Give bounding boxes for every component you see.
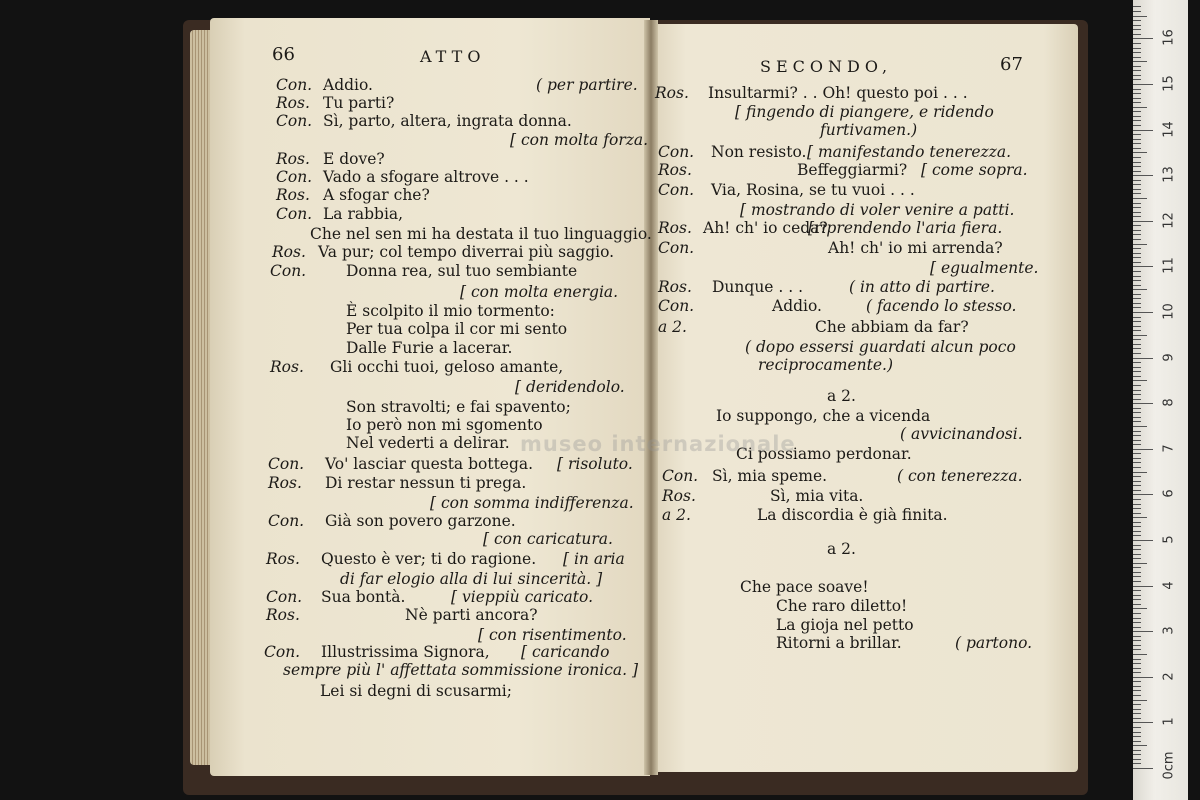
right-verse-line: Io suppongo, che a vicenda: [716, 407, 931, 425]
ruler-tick: [1133, 467, 1141, 468]
ruler-label: 1: [1161, 717, 1177, 727]
ruler-label: 13: [1161, 166, 1177, 183]
ruler-tick: [1133, 431, 1141, 432]
ruler-tick: [1133, 567, 1141, 568]
left-stage-direction: [ con caricatura.: [483, 530, 613, 548]
right-verse-line: Non resisto.: [711, 143, 807, 161]
ruler-tick: [1133, 280, 1141, 281]
ruler-tick: [1133, 718, 1141, 719]
right-verse-line: Ah! ch' io ceda?: [703, 219, 828, 237]
right-stage-direction: [ manifestando tenerezza.: [807, 143, 1011, 161]
ruler-tick: [1133, 376, 1141, 377]
left-stage-direction: [ con somma indifferenza.: [430, 494, 634, 512]
ruler-tick: [1133, 690, 1141, 691]
ruler-tick: [1133, 508, 1141, 509]
ruler-tick: [1133, 449, 1153, 450]
left-speaker: Ros.: [268, 474, 302, 492]
ruler-tick: [1133, 517, 1147, 518]
ruler-tick: [1133, 193, 1141, 194]
ruler-tick: [1133, 294, 1141, 295]
ruler-tick: [1133, 695, 1141, 696]
measurement-ruler: [1133, 0, 1188, 800]
ruler-tick: [1133, 636, 1141, 637]
ruler-tick: [1133, 271, 1141, 272]
ruler-tick: [1133, 285, 1141, 286]
left-verse-line: E dove?: [323, 150, 385, 168]
left-speaker: Con.: [268, 455, 305, 473]
ruler-tick: [1133, 317, 1141, 318]
ruler-tick: [1133, 513, 1141, 514]
ruler-tick: [1133, 563, 1147, 564]
ruler-label: 10: [1161, 303, 1177, 320]
left-speaker: Ros.: [276, 94, 310, 112]
ruler-tick: [1133, 248, 1141, 249]
ruler-tick: [1133, 604, 1141, 605]
ruler-tick: [1133, 572, 1141, 573]
right-verse-line: Che abbiam da far?: [815, 318, 969, 336]
right-stage-direction: [ come sopra.: [921, 161, 1028, 179]
ruler-tick: [1133, 84, 1153, 85]
ruler-tick: [1133, 79, 1141, 80]
ruler-tick: [1133, 216, 1141, 217]
ruler-tick: [1133, 763, 1141, 764]
ruler-tick: [1133, 576, 1141, 577]
left-verse-line: Già son povero garzone.: [325, 512, 516, 530]
ruler-tick: [1133, 476, 1141, 477]
left-verse-line: Son stravolti; e fai spavento;: [346, 398, 571, 416]
ruler-unit-label: 0cm: [1161, 751, 1177, 780]
ruler-tick: [1133, 677, 1153, 678]
ruler-tick: [1133, 540, 1153, 541]
ruler-tick: [1133, 595, 1141, 596]
left-page-number: 66: [272, 44, 295, 65]
ruler-tick: [1133, 171, 1141, 172]
left-verse-line: Addio.: [323, 76, 373, 94]
right-speaker: Con.: [658, 181, 695, 199]
ruler-tick: [1133, 458, 1141, 459]
right-speaker: Ros.: [658, 161, 692, 179]
left-verse-line: Questo è ver; ti do ragione.: [321, 550, 537, 568]
ruler-tick: [1133, 490, 1141, 491]
left-speaker: Con.: [268, 512, 305, 530]
left-speaker: Con.: [266, 588, 303, 606]
ruler-tick: [1133, 303, 1141, 304]
ruler-tick: [1133, 111, 1141, 112]
ruler-tick: [1133, 130, 1153, 131]
ruler-tick: [1133, 586, 1153, 587]
right-stage-direction: furtivamen.): [820, 121, 918, 139]
ruler-tick: [1133, 353, 1141, 354]
ruler-tick: [1133, 522, 1141, 523]
left-speaker: Ros.: [272, 243, 306, 261]
ruler-tick: [1133, 453, 1141, 454]
ruler-tick: [1133, 207, 1141, 208]
right-speaker: Con.: [658, 143, 695, 161]
ruler-tick: [1133, 421, 1141, 422]
right-speaker: Ros.: [658, 219, 692, 237]
right-speaker: Con.: [658, 297, 695, 315]
left-verse-line: Va pur; col tempo diverrai più saggio.: [318, 243, 615, 261]
ruler-tick: [1133, 57, 1141, 58]
ruler-tick: [1133, 257, 1141, 258]
ruler-tick: [1133, 276, 1141, 277]
ruler-tick: [1133, 545, 1141, 546]
ruler-tick: [1133, 61, 1147, 62]
ruler-tick: [1133, 732, 1141, 733]
left-verse-line: Lei si degni di scusarmi;: [320, 682, 512, 700]
ruler-tick: [1133, 531, 1141, 532]
ruler-tick: [1133, 700, 1147, 701]
left-stage-direction: [ con molta forza.: [510, 131, 649, 149]
ruler-tick: [1133, 618, 1141, 619]
ruler-label: 12: [1161, 212, 1177, 229]
ruler-tick: [1133, 709, 1141, 710]
left-verse-line: Nè parti ancora?: [405, 606, 538, 624]
ruler-label: 7: [1161, 444, 1177, 453]
ruler-label: 11: [1161, 257, 1177, 275]
ruler-tick: [1133, 70, 1141, 71]
ruler-tick: [1133, 380, 1147, 381]
left-verse-line: Gli occhi tuoi, geloso amante,: [330, 358, 564, 376]
right-speaker: Ros.: [662, 487, 696, 505]
ruler-tick: [1133, 75, 1141, 76]
right-stage-direction: [ fingendo di piangere, e ridendo: [735, 103, 994, 121]
ruler-tick: [1133, 754, 1141, 755]
ruler-tick: [1133, 385, 1141, 386]
left-verse-line: È scolpito il mio tormento:: [346, 302, 555, 320]
ruler-tick: [1133, 139, 1141, 140]
ruler-tick: [1133, 326, 1141, 327]
ruler-label: 4: [1161, 580, 1177, 590]
ruler-tick: [1133, 613, 1141, 614]
left-speaker: Ros.: [270, 358, 304, 376]
ruler-tick: [1133, 66, 1141, 67]
ruler-tick: [1133, 25, 1141, 26]
ruler-tick: [1133, 175, 1153, 176]
ruler-tick: [1133, 499, 1141, 500]
right-verse-line: La gioja nel petto: [776, 616, 914, 634]
ruler-tick: [1133, 426, 1147, 427]
left-verse-line: Di restar nessun ti prega.: [325, 474, 527, 492]
ruler-tick: [1133, 649, 1141, 650]
right-speaker: Ros.: [658, 278, 692, 296]
ruler-tick: [1133, 29, 1141, 30]
ruler-label: 8: [1161, 398, 1177, 407]
left-running-head: ATTO: [420, 47, 486, 66]
ruler-tick: [1133, 134, 1141, 135]
ruler-tick: [1133, 98, 1141, 99]
ruler-tick: [1133, 225, 1141, 226]
ruler-tick: [1133, 148, 1141, 149]
ruler-tick: [1133, 43, 1141, 44]
ruler-tick: [1133, 741, 1141, 742]
left-stage-direction: [ deridendolo.: [515, 378, 625, 396]
left-stage-direction: di far elogio alla di lui sincerità. ]: [340, 570, 603, 588]
ruler-label: 9: [1161, 352, 1177, 362]
ruler-tick: [1133, 659, 1141, 660]
right-speaker: Con.: [662, 467, 699, 485]
right-verse-line: Beffeggiarmi?: [797, 161, 908, 179]
ruler-tick: [1133, 212, 1141, 213]
ruler-tick: [1133, 504, 1141, 505]
right-verse-line: a 2.: [827, 387, 856, 405]
left-speaker: Con.: [276, 205, 313, 223]
right-running-head: SECONDO,: [760, 57, 893, 76]
ruler-tick: [1133, 253, 1141, 254]
ruler-tick: [1133, 485, 1141, 486]
left-verse-line: Tu parti?: [323, 94, 395, 112]
right-stage-direction: ( in atto di partire.: [849, 278, 995, 296]
ruler-tick: [1133, 686, 1141, 687]
ruler-tick: [1133, 125, 1141, 126]
ruler-tick: [1133, 289, 1147, 290]
ruler-tick: [1133, 371, 1141, 372]
left-speaker: Ros.: [276, 186, 310, 204]
ruler-tick: [1133, 262, 1141, 263]
ruler-tick: [1133, 704, 1141, 705]
ruler-tick: [1133, 367, 1141, 368]
right-verse-line: Via, Rosina, se tu vuoi . . .: [711, 181, 915, 199]
ruler-tick: [1133, 348, 1141, 349]
ruler-tick: [1133, 736, 1141, 737]
ruler-tick: [1133, 116, 1141, 117]
ruler-tick: [1133, 344, 1141, 345]
left-stage-direction: [ vieppiù caricato.: [451, 588, 593, 606]
left-verse-line: La rabbia,: [323, 205, 404, 223]
left-stage-direction: [ in aria: [563, 550, 625, 568]
ruler-tick: [1133, 403, 1153, 404]
right-stage-direction: ( partono.: [955, 634, 1033, 652]
right-verse-line: a 2.: [827, 540, 856, 558]
right-verse-line: Sì, mia vita.: [770, 487, 864, 505]
ruler-tick: [1133, 244, 1147, 245]
ruler-tick: [1133, 462, 1141, 463]
ruler-tick: [1133, 412, 1141, 413]
right-verse-line: Sì, mia speme.: [712, 467, 828, 485]
right-speaker: a 2.: [662, 506, 691, 524]
ruler-tick: [1133, 89, 1141, 90]
ruler-tick: [1133, 590, 1141, 591]
ruler-tick: [1133, 180, 1141, 181]
right-stage-direction: ( con tenerezza.: [897, 467, 1023, 485]
ruler-label: 5: [1161, 535, 1177, 544]
ruler-tick: [1133, 157, 1141, 158]
left-verse-line: Io però non mi sgomento: [346, 416, 543, 434]
ruler-tick: [1133, 189, 1141, 190]
ruler-label: [1162, 0, 1177, 4]
ruler-tick: [1133, 20, 1141, 21]
left-verse-line: A sfogar che?: [323, 186, 430, 204]
ruler-tick: [1133, 599, 1141, 600]
ruler-tick: [1133, 399, 1141, 400]
left-speaker: Ros.: [276, 150, 310, 168]
left-speaker: Ros.: [266, 550, 300, 568]
ruler-tick: [1133, 768, 1153, 769]
right-verse-line: Dunque . . .: [712, 278, 804, 296]
left-speaker: Con.: [276, 112, 313, 130]
right-stage-direction: [ egualmente.: [930, 259, 1039, 277]
ruler-tick: [1133, 608, 1147, 609]
left-verse-line: Donna rea, sul tuo sembiante: [346, 262, 578, 280]
ruler-tick: [1133, 335, 1147, 336]
left-stage-direction: sempre più l' affettata sommissione ironica. ]: [283, 661, 639, 679]
right-speaker: Ros.: [655, 84, 689, 102]
left-stage-direction: [ caricando: [521, 643, 610, 661]
ruler-label: 16: [1161, 29, 1177, 47]
right-verse-line: Ritorni a brillar.: [776, 634, 902, 652]
ruler-tick: [1133, 239, 1141, 240]
ruler-tick: [1133, 627, 1141, 628]
left-stage-direction: ( per partire.: [536, 76, 638, 94]
right-stage-direction: [riprendendo l'aria fiera.: [808, 219, 1003, 237]
ruler-tick: [1133, 645, 1141, 646]
right-stage-direction: reciprocamente.): [758, 356, 894, 374]
ruler-tick: [1133, 394, 1141, 395]
ruler-tick: [1133, 198, 1147, 199]
left-stage-direction: [ con molta energia.: [460, 283, 619, 301]
ruler-tick: [1133, 38, 1153, 39]
left-speaker: Con.: [276, 168, 313, 186]
ruler-tick: [1133, 11, 1141, 12]
right-stage-direction: [ mostrando di voler venire a patti.: [740, 201, 1015, 219]
ruler-tick: [1133, 435, 1141, 436]
ruler-tick: [1133, 234, 1141, 235]
right-verse-line: Addio.: [772, 297, 822, 315]
left-speaker: Con.: [270, 262, 307, 280]
ruler-tick: [1133, 6, 1141, 7]
ruler-label: 15: [1161, 75, 1177, 92]
ruler-tick: [1133, 48, 1141, 49]
ruler-tick: [1133, 120, 1141, 121]
ruler-tick: [1133, 312, 1153, 313]
ruler-tick: [1133, 52, 1141, 53]
ruler-tick: [1133, 722, 1153, 723]
left-verse-line: Dalle Furie a lacerar.: [346, 339, 513, 357]
right-verse-line: Ci possiamo perdonar.: [736, 445, 912, 463]
left-speaker: Con.: [264, 643, 301, 661]
ruler-tick: [1133, 166, 1141, 167]
ruler-tick: [1133, 298, 1141, 299]
ruler-tick: [1133, 358, 1153, 359]
ruler-tick: [1133, 16, 1147, 17]
ruler-label: 14: [1161, 120, 1177, 138]
ruler-label: 2: [1161, 672, 1177, 681]
ruler-tick: [1133, 221, 1153, 222]
ruler-tick: [1133, 727, 1141, 728]
left-verse-line: Illustrissima Signora,: [321, 643, 490, 661]
ruler-tick: [1133, 203, 1141, 204]
ruler-tick: [1133, 622, 1141, 623]
right-speaker: Con.: [658, 239, 695, 257]
ruler-tick: [1133, 640, 1141, 641]
ruler-tick: [1133, 713, 1141, 714]
watermark: museo internazionale: [520, 432, 796, 456]
ruler-tick: [1133, 102, 1141, 103]
ruler-tick: [1133, 93, 1141, 94]
ruler-tick: [1133, 668, 1141, 669]
ruler-tick: [1133, 654, 1147, 655]
ruler-tick: [1133, 663, 1141, 664]
ruler-tick: [1133, 494, 1153, 495]
ruler-tick: [1133, 162, 1141, 163]
right-verse-line: Che raro diletto!: [776, 597, 908, 615]
left-speaker: Con.: [276, 76, 313, 94]
ruler-tick: [1133, 230, 1141, 231]
ruler-tick: [1133, 750, 1141, 751]
ruler-tick: [1133, 34, 1141, 35]
ruler-tick: [1133, 554, 1141, 555]
ruler-tick: [1133, 681, 1141, 682]
ruler-tick: [1133, 107, 1147, 108]
ruler-tick: [1133, 549, 1141, 550]
ruler-tick: [1133, 417, 1141, 418]
right-verse-line: Che pace soave!: [740, 578, 869, 596]
ruler-tick: [1133, 307, 1141, 308]
ruler-tick: [1133, 631, 1153, 632]
right-stage-direction: ( facendo lo stesso.: [866, 297, 1017, 315]
ruler-tick: [1133, 408, 1141, 409]
left-verse-line: Nel vederti a delirar.: [346, 434, 510, 452]
ruler-tick: [1133, 390, 1141, 391]
ruler-tick: [1133, 321, 1141, 322]
left-verse-line: Vado a sfogare altrove . . .: [323, 168, 529, 186]
ruler-tick: [1133, 152, 1147, 153]
right-stage-direction: ( avvicinandosi.: [900, 425, 1023, 443]
ruler-tick: [1133, 440, 1141, 441]
ruler-tick: [1133, 266, 1153, 267]
ruler-tick: [1133, 339, 1141, 340]
ruler-tick: [1133, 481, 1141, 482]
ruler-tick: [1133, 472, 1147, 473]
ruler-tick: [1133, 362, 1141, 363]
ruler-tick: [1133, 535, 1141, 536]
left-stage-direction: [ con risentimento.: [478, 626, 627, 644]
ruler-label: 3: [1161, 626, 1177, 635]
ruler-tick: [1133, 184, 1141, 185]
left-verse-line: Che nel sen mi ha destata il tuo linguaggio.: [310, 225, 652, 243]
ruler-tick: [1133, 558, 1141, 559]
left-verse-line: Sua bontà.: [321, 588, 406, 606]
ruler-tick: [1133, 330, 1141, 331]
ruler-label: 6: [1161, 489, 1177, 499]
ruler-tick: [1133, 759, 1141, 760]
left-verse-line: Vo' lasciar questa bottega.: [325, 455, 534, 473]
left-verse-line: Per tua colpa il cor mi sento: [346, 320, 568, 338]
ruler-tick: [1133, 444, 1141, 445]
right-verse-line: Ah! ch' io mi arrenda?: [828, 239, 1003, 257]
right-stage-direction: ( dopo essersi guardati alcun poco: [745, 338, 1016, 356]
right-verse-line: La discordia è già finita.: [757, 506, 948, 524]
ruler-tick: [1133, 672, 1141, 673]
ruler-tick: [1133, 143, 1141, 144]
right-page-number: 67: [1000, 54, 1023, 75]
left-verse-line: Sì, parto, altera, ingrata donna.: [323, 112, 572, 130]
right-speaker: a 2.: [658, 318, 687, 336]
right-verse-line: Insultarmi? . . Oh! questo poi . . .: [708, 84, 968, 102]
ruler-tick: [1133, 526, 1141, 527]
ruler-tick: [1133, 581, 1141, 582]
left-speaker: Ros.: [266, 606, 300, 624]
ruler-tick: [1133, 745, 1147, 746]
left-stage-direction: [ risoluto.: [557, 455, 633, 473]
